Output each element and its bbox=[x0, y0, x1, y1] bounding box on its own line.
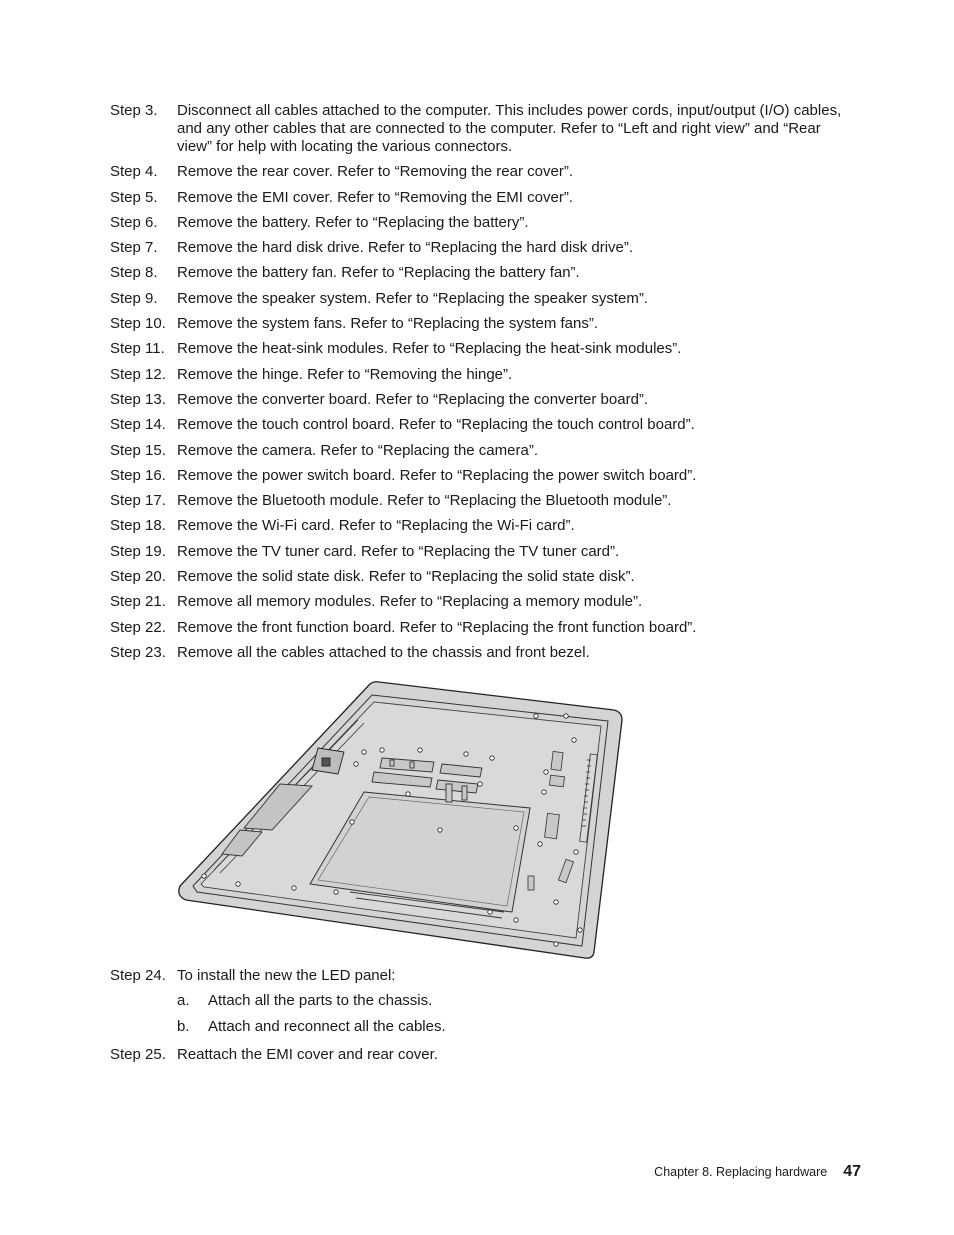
step-text: Remove the converter board. Refer to “Replacing the converter board”. bbox=[177, 390, 649, 408]
step-number: Step 18. bbox=[110, 517, 166, 535]
substep-letter: a. bbox=[177, 992, 190, 1010]
step-number: Step 25. bbox=[110, 1045, 166, 1063]
chapter-title: Chapter 8. Replacing hardware bbox=[654, 1165, 828, 1179]
step-text: Remove the hinge. Refer to “Removing the hinge”. bbox=[177, 365, 513, 383]
step-22 bbox=[110, 619, 850, 637]
substep-text: Attach and reconnect all the cables. bbox=[208, 1017, 446, 1035]
step-11 bbox=[110, 340, 850, 358]
step-10 bbox=[110, 315, 850, 333]
step-number: Step 10. bbox=[110, 315, 166, 333]
step-number: Step 7. bbox=[110, 239, 158, 257]
step-21 bbox=[110, 593, 850, 611]
substep-text: Attach all the parts to the chassis. bbox=[208, 992, 433, 1010]
step-text: Disconnect all cables attached to the computer. This includes power cords, input/output (I/O) cables, and any other cables that are connected to the computer. Refer to “Left and right view” and “Rear view” for help with locating the various connectors. bbox=[177, 102, 842, 155]
step-text: Remove the battery fan. Refer to “Replacing the battery fan”. bbox=[177, 264, 580, 282]
substep-a bbox=[177, 992, 850, 1010]
step-number: Step 23. bbox=[110, 643, 166, 661]
step-text: Remove the heat-sink modules. Refer to “Replacing the heat-sink modules”. bbox=[177, 340, 682, 358]
step-number: Step 6. bbox=[110, 213, 158, 231]
step-16 bbox=[110, 467, 850, 485]
step-20 bbox=[110, 568, 850, 586]
page-number: 47 bbox=[843, 1163, 861, 1180]
step-text: Remove the Bluetooth module. Refer to “Replacing the Bluetooth module”. bbox=[177, 492, 672, 510]
step-text: Reattach the EMI cover and rear cover. bbox=[177, 1045, 438, 1063]
step-number: Step 22. bbox=[110, 618, 166, 636]
step-17 bbox=[110, 492, 850, 510]
step-text: Remove the EMI cover. Refer to “Removing the EMI cover”. bbox=[177, 188, 573, 206]
step-number: Step 17. bbox=[110, 492, 166, 510]
step-text: Remove the front function board. Refer to “Replacing the front function board”. bbox=[177, 618, 697, 636]
chassis-illustration bbox=[176, 680, 624, 960]
step-text: Remove the solid state disk. Refer to “Replacing the solid state disk”. bbox=[177, 568, 635, 586]
step-19 bbox=[110, 543, 850, 561]
step-7 bbox=[110, 239, 850, 257]
step-number: Step 13. bbox=[110, 390, 166, 408]
step-23 bbox=[110, 644, 850, 662]
step-12 bbox=[110, 366, 850, 384]
steps-list bbox=[110, 102, 850, 669]
step-text: Remove the battery. Refer to “Replacing the battery”. bbox=[177, 213, 529, 231]
step-6 bbox=[110, 214, 850, 232]
step-number: Step 16. bbox=[110, 466, 166, 484]
step-text: Remove the touch control board. Refer to “Replacing the touch control board”. bbox=[177, 416, 695, 434]
step-number: Step 11. bbox=[110, 340, 165, 358]
step-5 bbox=[110, 189, 850, 207]
step-number: Step 4. bbox=[110, 163, 158, 181]
step-text: Remove the Wi-Fi card. Refer to “Replacing the Wi-Fi card”. bbox=[177, 517, 575, 535]
step-4 bbox=[110, 163, 850, 181]
step-text: To install the new the LED panel: bbox=[177, 967, 396, 984]
step-number: Step 8. bbox=[110, 264, 158, 282]
step-text: Remove all the cables attached to the chassis and front bezel. bbox=[177, 643, 590, 661]
substep-letter: b. bbox=[177, 1017, 190, 1035]
step-number: Step 5. bbox=[110, 188, 158, 206]
step-number: Step 14. bbox=[110, 416, 166, 434]
step-text: Remove the camera. Refer to “Replacing the camera”. bbox=[177, 441, 538, 459]
step-18 bbox=[110, 517, 850, 535]
step-number: Step 24. bbox=[110, 967, 166, 984]
step-text: Remove the rear cover. Refer to “Removing the rear cover”. bbox=[177, 163, 573, 181]
step-3 bbox=[110, 102, 850, 156]
step-text: Remove the system fans. Refer to “Replacing the system fans”. bbox=[177, 315, 599, 333]
page-footer bbox=[654, 1163, 861, 1181]
step-9 bbox=[110, 290, 850, 308]
substep-b bbox=[177, 1018, 850, 1036]
step-number: Step 15. bbox=[110, 441, 166, 459]
step-text: Remove the TV tuner card. Refer to “Replacing the TV tuner card”. bbox=[177, 542, 620, 560]
step-text: Remove all memory modules. Refer to “Replacing a memory module”. bbox=[177, 593, 643, 611]
step-15 bbox=[110, 442, 850, 460]
step-text: Remove the power switch board. Refer to “Replacing the power switch board”. bbox=[177, 466, 697, 484]
step-number: Step 12. bbox=[110, 365, 166, 383]
install-steps bbox=[110, 967, 850, 1071]
step-number: Step 3. bbox=[110, 102, 158, 119]
step-14 bbox=[110, 416, 850, 434]
step-text: Remove the speaker system. Refer to “Replacing the speaker system”. bbox=[177, 289, 649, 307]
step-24 bbox=[110, 967, 850, 985]
step-13 bbox=[110, 391, 850, 409]
step-number: Step 19. bbox=[110, 542, 166, 560]
step-25 bbox=[110, 1046, 850, 1064]
step-number: Step 20. bbox=[110, 568, 166, 586]
step-text: Remove the hard disk drive. Refer to “Replacing the hard disk drive”. bbox=[177, 239, 634, 257]
step-8 bbox=[110, 264, 850, 282]
step-number: Step 9. bbox=[110, 289, 158, 307]
step-number: Step 21. bbox=[110, 593, 166, 611]
